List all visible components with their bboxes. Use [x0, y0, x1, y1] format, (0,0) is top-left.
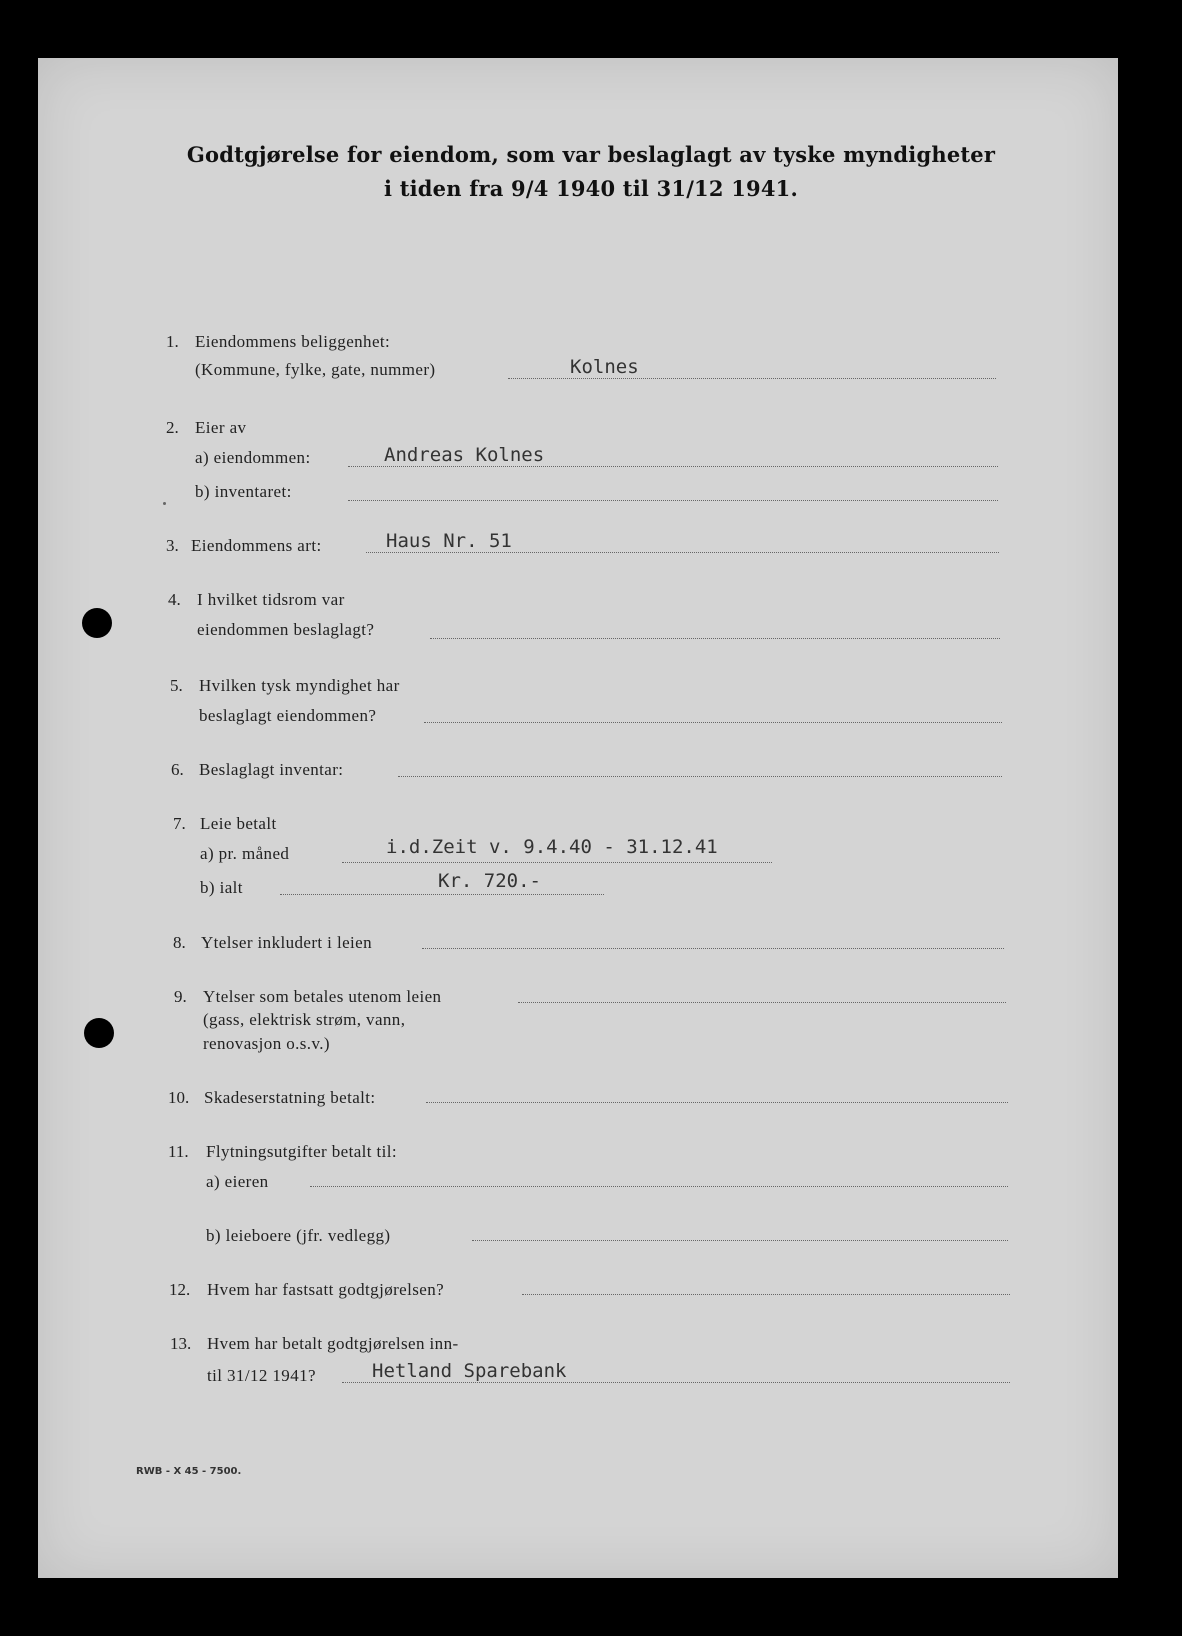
q13-answer: Hetland Sparebank — [372, 1360, 567, 1382]
paper-speck — [163, 502, 166, 505]
q11b-label: b) leieboere (jfr. vedlegg) — [206, 1226, 391, 1245]
q1-number: 1. — [166, 332, 179, 351]
q9-number: 9. — [174, 987, 187, 1006]
q6-number: 6. — [171, 760, 184, 779]
q7b-answer: Kr. 720.- — [438, 870, 541, 892]
q4-answer-line — [430, 638, 1000, 639]
title-line-1: Godtgjørelse for eiendom, som var beslaglagt av tyske myndigheter — [186, 142, 996, 167]
q7a-answer: i.d.Zeit v. 9.4.40 - 31.12.41 — [386, 836, 718, 858]
q11b-answer-line — [472, 1240, 1008, 1241]
q6-answer-line — [398, 776, 1002, 777]
q10-label: Skadeserstatning betalt: — [204, 1088, 376, 1107]
q2-label: Eier av — [195, 418, 247, 437]
q6-label: Beslaglagt inventar: — [199, 760, 344, 779]
q2a-answer: Andreas Kolnes — [384, 444, 545, 466]
q5-sublabel: beslaglagt eiendommen? — [199, 706, 377, 725]
q11a-label: a) eieren — [206, 1172, 269, 1191]
q3-answer-line — [366, 552, 999, 553]
punch-hole-top — [82, 608, 112, 638]
q12-label: Hvem har fastsatt godtgjørelsen? — [207, 1280, 445, 1299]
q3-number: 3. — [166, 536, 179, 555]
q8-answer-line — [422, 948, 1004, 949]
q13-number: 13. — [170, 1334, 192, 1353]
q10-answer-line — [426, 1102, 1008, 1103]
q10-number: 10. — [168, 1088, 190, 1107]
q7-number: 7. — [173, 814, 186, 833]
q7b-label: b) ialt — [200, 878, 243, 897]
q7b-answer-line — [280, 894, 604, 895]
q3-answer: Haus Nr. 51 — [386, 530, 512, 552]
q7-label: Leie betalt — [200, 814, 277, 833]
q1-answer: Kolnes — [570, 356, 639, 378]
q13-answer-line — [342, 1382, 1010, 1383]
q1-label: Eiendommens beliggenhet: — [195, 332, 391, 351]
q11-number: 11. — [168, 1142, 189, 1161]
q7a-answer-line — [342, 862, 772, 863]
title-line-2: i tiden fra 9/4 1940 til 31/12 1941. — [384, 176, 798, 201]
q9-sublabel-1: (gass, elektrisk strøm, vann, — [203, 1010, 406, 1029]
q4-sublabel: eiendommen beslaglagt? — [197, 620, 375, 639]
q8-number: 8. — [173, 933, 186, 952]
q11a-answer-line — [310, 1186, 1008, 1187]
q3-label: Eiendommens art: — [191, 536, 322, 555]
q2b-answer-line — [348, 500, 998, 501]
q12-answer-line — [522, 1294, 1010, 1295]
q4-number: 4. — [168, 590, 181, 609]
q2a-label: a) eiendommen: — [195, 448, 311, 467]
q2b-label: b) inventaret: — [195, 482, 292, 501]
print-code: RWB - X 45 - 7500. — [136, 1466, 242, 1477]
q13-sublabel: til 31/12 1941? — [207, 1366, 316, 1385]
q5-answer-line — [424, 722, 1002, 723]
q9-answer-line — [518, 1002, 1006, 1003]
q8-label: Ytelser inkludert i leien — [201, 933, 372, 952]
form-title — [0, 138, 1182, 206]
q9-sublabel-2: renovasjon o.s.v.) — [203, 1034, 330, 1053]
q12-number: 12. — [169, 1280, 191, 1299]
q1-sublabel: (Kommune, fylke, gate, nummer) — [195, 360, 436, 379]
q9-label: Ytelser som betales utenom leien — [203, 987, 442, 1006]
q11-label: Flytningsutgifter betalt til: — [206, 1142, 398, 1161]
q2-number: 2. — [166, 418, 179, 437]
q1-answer-line — [508, 378, 996, 379]
q7a-label: a) pr. måned — [200, 844, 290, 863]
q5-label: Hvilken tysk myndighet har — [199, 676, 400, 695]
q13-label: Hvem har betalt godtgjørelsen inn- — [207, 1334, 459, 1353]
q4-label: I hvilket tidsrom var — [197, 590, 345, 609]
q5-number: 5. — [170, 676, 183, 695]
q2a-answer-line — [348, 466, 998, 467]
punch-hole-bottom — [84, 1018, 114, 1048]
